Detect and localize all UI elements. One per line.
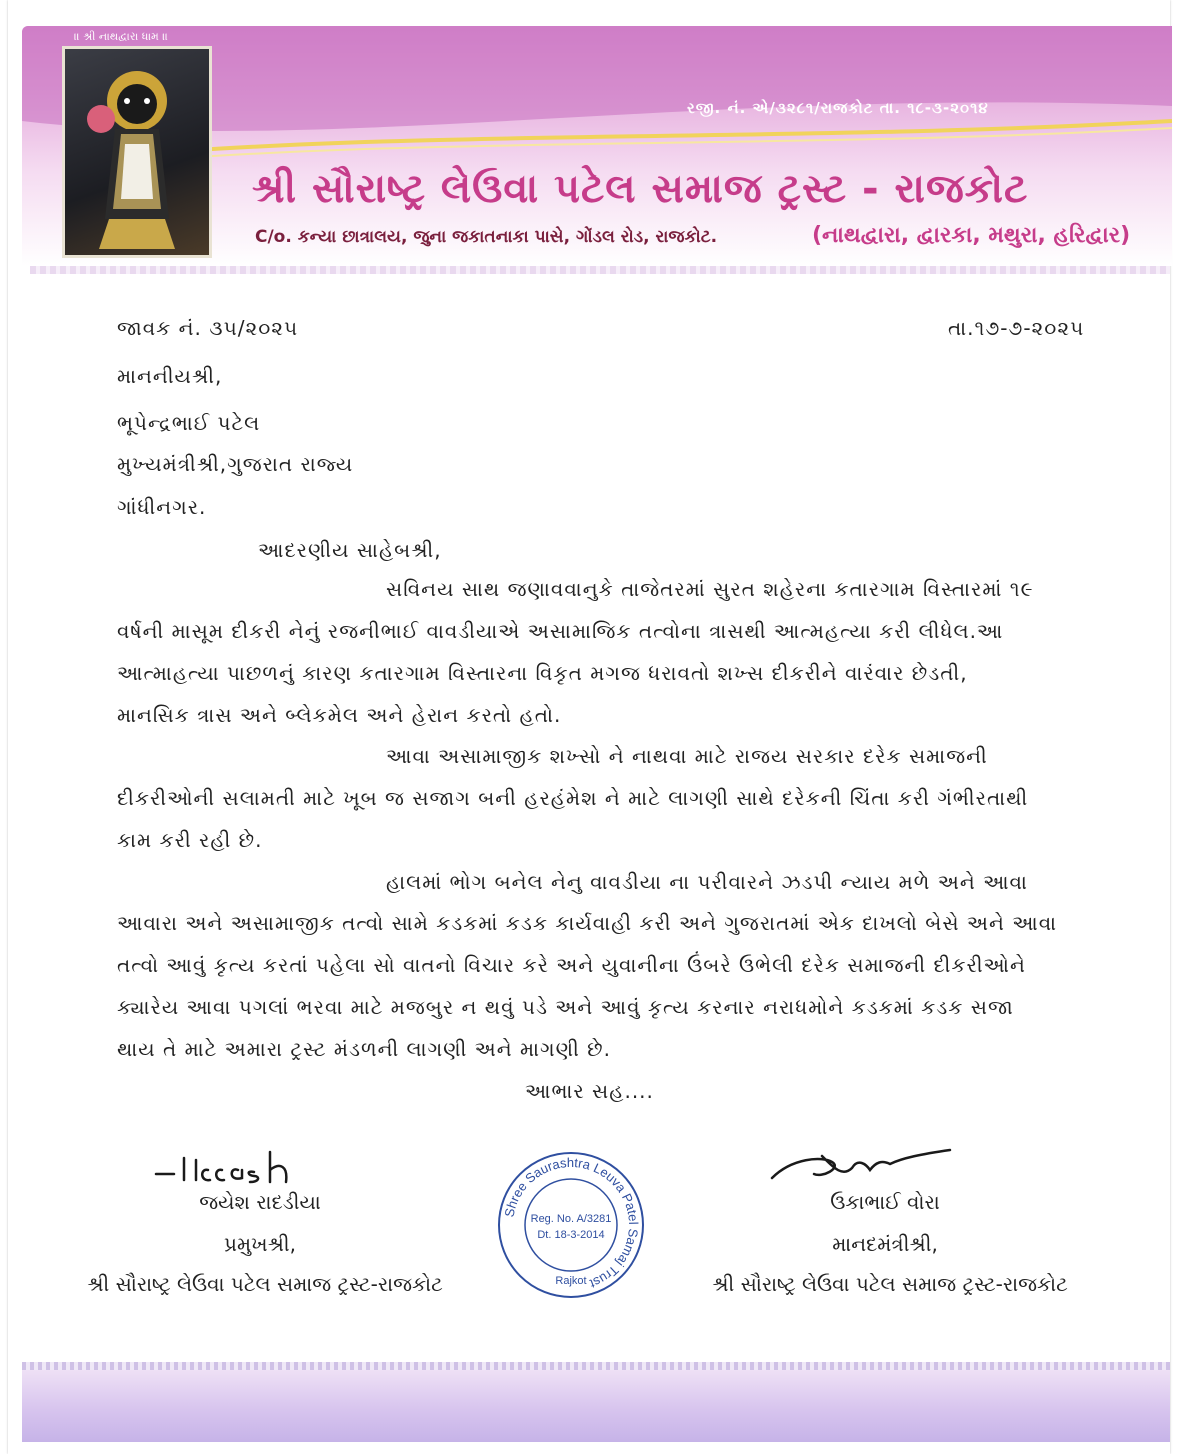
organization-title: શ્રી સૌરાષ્ટ્ર લેઉવા પટેલ સમાજ ટ્રસ્ટ - રાજકોટ [252,166,1029,212]
greeting: આદરણીય સાહેબશ્રી, [258,538,442,562]
paragraph-1-line: માનસિક ત્રાસ અને બ્લેકમેલ અને હેરાન કરતો હતો. [117,703,562,727]
stamp-reg-date: Dt. 18-3-2014 [537,1229,605,1241]
stamp-city: Rajkot [555,1275,587,1287]
left-signatory-org: શ્રી સૌરાષ્ટ્ર લેઉવા પટેલ સમાજ ટ્રસ્ટ-રાજકોટ [87,1272,443,1296]
temple-caption: ॥ શ્રી નાથદ્વારા ધામ ॥ [74,30,169,43]
right-signatory-org: શ્રી સૌરાષ્ટ્ર લેઉવા પટેલ સમાજ ટ્રસ્ટ-રાજકોટ [712,1272,1068,1296]
header-divider [30,266,1170,274]
paragraph-3-line: ક્યારેય આવા પગલાં ભરવા માટે મજબુર ન થવું પડે અને આવું કૃત્ય કરનાર નરાધમોને કડકમાં કડક સજા [117,995,1014,1019]
paragraph-3-line: હાલમાં ભોગ બનેલ નેનુ વાવડીયા ના પરીવારને ઝડપી ન્યાય મળે અને આવા [386,870,1028,894]
right-signatory-name: ઉકાભાઈ વોરા [830,1190,940,1214]
closing: આભાર સહ.... [525,1079,654,1103]
left-signatory-name: જયેશ રાદડીયા [199,1190,321,1214]
registration-number: રજી. નં. એ/૩૨૮૧/રાજકોટ તા. ૧૮-૩-૨૦૧૪ [687,99,989,117]
right-signatory-role: માનદમંત્રીશ્રી, [832,1232,938,1256]
paragraph-3-line: થાય તે માટે અમારા ટ્રસ્ટ મંડળની લાગણી અને માગણી છે. [117,1037,611,1061]
paragraph-3-line: તત્વો આવું કૃત્ય કરતાં પહેલા સો વાતનો વિચાર કરે અને યુવાનીના ઉંબરે ઉભેલી દરેક સમાજની દીકરીઓને [117,953,1026,977]
paragraph-1-line: આત્માહત્યા પાછળનું કારણ કતારગામ વિસ્તારના વિકૃત મગજ ધરાવતો શખ્સ દીકરીને વારંવાર છેડતી, [117,661,968,685]
paragraph-2-line: દીકરીઓની સલામતી માટે ખૂબ જ સજાગ બની હરહંમેશ ને માટે લાગણી સાથે દરેકની ચિંતા કરી ગંભીરતાથી [117,786,1029,810]
stamp-reg-no: Reg. No. A/3281 [530,1213,612,1225]
paragraph-2-line: કામ કરી રહી છે. [117,828,263,852]
salutation-to: માનનીયશ્રી, [117,364,223,388]
organization-address: C/o. કન્યા છાત્રાલય, જુના જકાતનાકા પાસે, ગોંડલ રોડ, રાજકોટ. [255,227,718,247]
letterhead-footer [22,1362,1170,1442]
deity-image [65,49,209,255]
left-signatory-role: પ્રમુખશ્રી, [224,1232,296,1256]
stamp-ring-text: Shree Saurashtra Leuva Patel Samaj Trust [501,1154,642,1292]
trust-stamp [496,1150,646,1300]
paragraph-2-line: આવા અસામાજીક શખ્સો ને નાથવા માટે રાજય સરકાર દરેક સમાજની [386,744,988,768]
letterhead [22,26,1172,266]
recipient-name: ભૂપેન્દ્રભાઈ પટેલ [117,411,261,435]
recipient-title: મુખ્યમંત્રીશ્રી,ગુજરાત રાજ્ય [117,452,354,476]
paragraph-3-line: આવારા અને અસામાજીક તત્વો સામે કડકમાં કડક કાર્યવાહી કરી અને ગુજરાતમાં એક દાખલો બેસે અને આવા [117,911,1058,935]
recipient-city: ગાંધીનગર. [117,495,207,519]
paragraph-1-line: વર્ષની માસૂમ દીકરી નેનું રજનીભાઈ વાવડીયાએ અસામાજિક તત્વોના ત્રાસથી આત્મહત્યા કરી લીધેલ.આ [117,619,1004,643]
deity-portrait [62,46,212,258]
right-signature [762,1138,962,1198]
paragraph-1-line: સવિનય સાથ જણાવવાનુકે તાજેતરમાં સુરત શહેરના કતારગામ વિસ્તારમાં ૧૯ [386,577,1034,601]
organization-places: (નાથદ્વારા, દ્વારકા, મથુરા, હરિદ્વાર) [812,223,1131,248]
footer-border [22,1362,1170,1370]
outward-number: જાવક નં. ૩૫/૨૦૨૫ [117,316,299,340]
letter-date: તા.૧૭-૭-૨૦૨૫ [948,316,1085,340]
